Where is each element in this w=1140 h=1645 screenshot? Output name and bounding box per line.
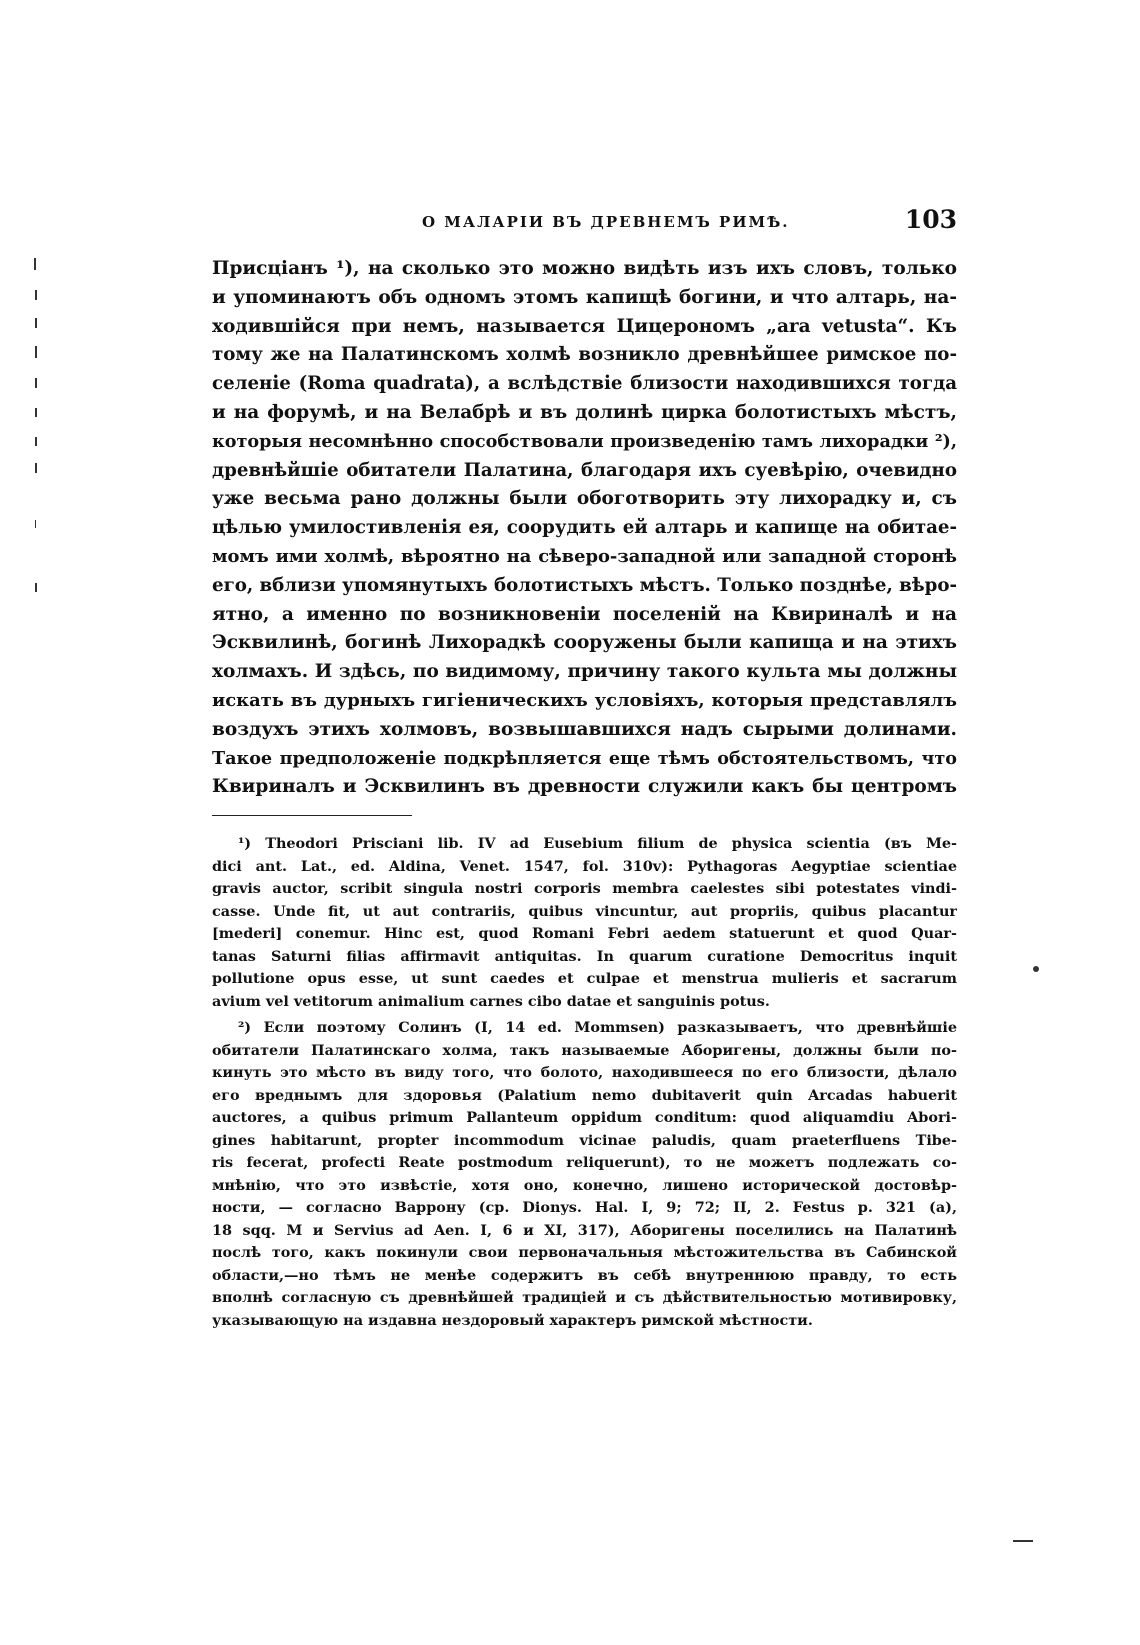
footnote-line: casse. Unde fit, ut aut contrariis, quibus vincuntur, aut propriis, quibus placantur xyxy=(212,902,957,920)
text-line: момъ ими холмѣ, вѣроятно на сѣверо-западной или западной сторонѣ xyxy=(212,545,957,567)
page-header xyxy=(212,205,957,241)
text-line: искать въ дурныхъ гигіеническихъ условіяхъ, которыя представлялъ xyxy=(212,689,957,711)
footnote-separator xyxy=(212,815,412,816)
margin-scan-mark xyxy=(35,378,37,388)
margin-scan-mark xyxy=(35,520,36,528)
text-line: холмахъ. И здѣсь, по видимому, причину такого культа мы должны xyxy=(212,661,957,683)
footnote-line: вполнѣ согласную съ древнѣйшей традиціей и съ дѣйствительностью мотивировку, xyxy=(212,1289,957,1306)
footnote-line: 18 sqq. M и Servius ad Aen. I, 6 и XI, 317), Аборигены поселились на Палатинѣ xyxy=(212,1221,957,1239)
text-line: которыя несомнѣнно способствовали произведенію тамъ лихорадки ²), xyxy=(212,430,957,452)
footnote-line: послѣ того, какъ покинули свои первоначальныя мѣстожительства въ Сабинской xyxy=(212,1244,957,1261)
text-line: ятно, а именно по возникновеніи поселеній на Квириналѣ и на xyxy=(212,603,957,625)
margin-scan-mark xyxy=(1033,966,1039,972)
footnote-line: ris fecerat, profecti Reate postmodum reliquerunt), то не можетъ подлежать со- xyxy=(212,1154,957,1171)
footnote-2 xyxy=(212,1017,957,1332)
footnote-line: области,—но тѣмъ не менѣе содержитъ въ себѣ внутреннюю правду, то есть xyxy=(212,1266,957,1284)
running-title: О МАЛАРІИ ВЪ ДРЕВНЕМЪ РИМѢ. xyxy=(422,213,790,231)
margin-scan-mark xyxy=(35,583,37,592)
text-line: и на форумѣ, и на Велабрѣ и въ долинѣ цирка болотистыхъ мѣстъ, xyxy=(212,401,957,423)
margin-scan-mark xyxy=(35,346,37,358)
text-line: уже весьма рано должны были обоготворить эту лихорадку и, съ xyxy=(212,488,957,510)
footnote-line: его вреднымъ для здоровья (Palatium nemo dubitaverit quin Arcadas habuerit xyxy=(212,1086,957,1104)
footnote-line: dici ant. Lat., ed. Aldina, Venet. 1547, fol. 310v): Pythagoras Aegyptiae scientiae xyxy=(212,857,957,875)
margin-scan-mark xyxy=(35,437,37,446)
text-line: ходившійся при немъ, называется Цицерономъ „ara vetusta“. Къ xyxy=(212,315,957,337)
footnote-line: pollutione opus esse, ut sunt caedes et culpae et menstrua mulieris et sacrarum xyxy=(212,970,957,987)
main-text xyxy=(212,255,957,802)
footnotes xyxy=(212,833,957,1332)
text-line: древнѣйшіе обитатели Палатина, благодаря ихъ суевѣрію, очевидно xyxy=(212,459,957,481)
page-number: 103 xyxy=(904,205,957,234)
footnote-line: ности, — согласно Варрону (ср. Dionys. Hal. I, 9; 72; II, 2. Festus p. 321 (a), xyxy=(212,1199,957,1216)
footnote-line: указывающую на издавна нездоровый характеръ римской мѣстности. xyxy=(212,1311,813,1329)
margin-scan-mark xyxy=(35,290,37,300)
text-line: Такое предположеніе подкрѣпляется еще тѣмъ обстоятельствомъ, что xyxy=(212,747,957,769)
text-line: Квириналъ и Эсквилинъ въ древности служили какъ бы центромъ xyxy=(212,776,957,798)
text-line: цѣлью умилостивленія ея, соорудить ей алтарь и капище на обитае- xyxy=(212,517,957,539)
footnote-line: мнѣнію, что это извѣстіе, хотя оно, конечно, лишено исторической достовѣр- xyxy=(212,1176,957,1194)
footnote-line: кинуть это мѣсто въ виду того, что болото, находившееся по его близости, дѣлало xyxy=(212,1064,957,1081)
footnote-line: ¹) Theodori Prisciani lib. IV ad Eusebium filium de physica scientia (въ Me- xyxy=(238,835,957,852)
text-line: и упоминаютъ объ одномъ этомъ капищѣ богини, и что алтарь, на- xyxy=(212,286,957,308)
footnote-line: auctores, a quibus primum Pallanteum oppidum conditum: quod aliquamdiu Abori- xyxy=(212,1109,957,1126)
footnote-line: tanas Saturni filias affirmavit antiquitas. In quarum curatione Democritus inquit xyxy=(212,947,957,965)
text-line: воздухъ этихъ холмовъ, возвышавшихся надъ сырыми долинами. xyxy=(212,718,957,740)
footnote-line: [mederi] conemur. Hinc est, quod Romani Febri aedem statuerunt et quod Quar- xyxy=(212,925,957,942)
text-line: тому же на Палатинскомъ холмѣ возникло древнѣйшее римское по- xyxy=(212,344,957,366)
margin-scan-mark xyxy=(34,258,36,270)
margin-scan-mark xyxy=(1013,1540,1033,1542)
footnote-1 xyxy=(212,833,957,1013)
text-line: селеніе (Roma quadrata), а вслѣдствіе близости находившихся тогда xyxy=(212,373,957,395)
margin-scan-mark xyxy=(35,318,37,328)
footnote-line: gravis auctor, scribit singula nostri corporis membra caelestes sibi potestates vindi- xyxy=(212,880,957,897)
text-line: Присціанъ ¹), на сколько это можно видѣть изъ ихъ словъ, только xyxy=(212,258,957,279)
margin-scan-mark xyxy=(35,408,37,417)
footnote-line: ²) Если поэтому Солинъ (I, 14 ed. Mommsen) разказываетъ, что древнѣйшіе xyxy=(238,1019,957,1036)
footnote-line: avium vel vetitorum animalium carnes cibo datae et sanguinis potus. xyxy=(212,992,770,1010)
text-line: Эсквилинѣ, богинѣ Лихорадкѣ сооружены были капища и на этихъ xyxy=(212,632,957,654)
footnote-line: обитатели Палатинскаго холма, такъ называемые Аборигены, должны были по- xyxy=(212,1041,957,1059)
margin-scan-mark xyxy=(35,463,37,473)
text-line: его, вблизи упомянутыхъ болотистыхъ мѣстъ. Только позднѣе, вѣро- xyxy=(212,574,957,596)
footnote-line: gines habitarunt, propter incommodum vicinae paludis, quam praeterfluens Tibe- xyxy=(212,1131,957,1149)
